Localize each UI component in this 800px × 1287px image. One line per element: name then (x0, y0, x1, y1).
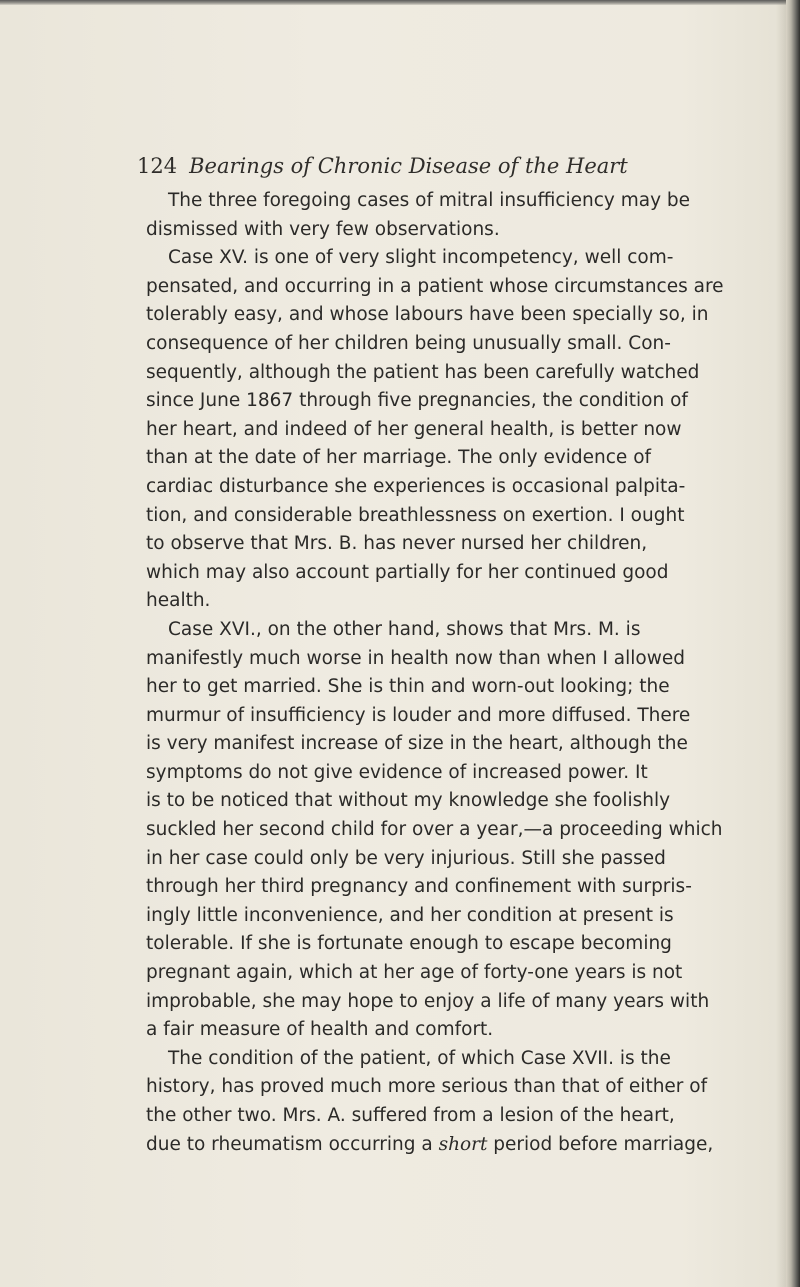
text-line: Case XVI., on the other hand, shows that Mrs. M. is (168, 618, 641, 640)
text-line: symptoms do not give evidence of increased power. It (146, 761, 648, 783)
running-head-title: Bearings of Chronic Disease of the Heart (189, 154, 628, 178)
emphasis-text: short (438, 1133, 488, 1155)
text-line: health. (146, 590, 211, 612)
text-line: since June 1867 through five pregnancies, the condition of (146, 390, 688, 412)
text-line: The condition of the patient, of which Case XVII. is the (168, 1047, 671, 1069)
body-text (146, 187, 766, 1159)
text-line: tion, and considerable breathlessness on exertion. I ought (146, 504, 685, 526)
text-line: her to get married. She is thin and worn-out looking; the (146, 676, 670, 698)
text-line: through her third pregnancy and confinement with surpris- (146, 876, 692, 898)
text-line: tolerable. If she is fortunate enough to escape becoming (146, 933, 672, 955)
text-line: sequently, although the patient has been carefully watched (146, 361, 700, 383)
text-line: cardiac disturbance she experiences is occasional palpita- (146, 475, 686, 497)
text-line: suckled her second child for over a year,—a proceeding which (146, 819, 723, 841)
text-line: pensated, and occurring in a patient whose circumstances are (146, 275, 724, 297)
text-line: dismissed with very few observations. (146, 218, 500, 240)
text-line: consequence of her children being unusually small. Con- (146, 332, 671, 354)
text-line: a fair measure of health and comfort. (146, 1019, 494, 1041)
text-run: period before marriage, (487, 1133, 714, 1155)
text-line: in her case could only be very injurious. Still she passed (146, 847, 666, 869)
text-line: Case XV. is one of very slight incompetency, well com- (168, 247, 674, 269)
text-line: history, has proved much more serious than that of either of (146, 1076, 708, 1098)
text-line: pregnant again, which at her age of forty-one years is not (146, 962, 683, 984)
page-number: 124 (137, 154, 178, 178)
gutter-shadow (776, 0, 786, 1287)
text-line: tolerably easy, and whose labours have been specially so, in (146, 304, 709, 326)
text-line: is very manifest increase of size in the heart, although the (146, 733, 688, 755)
text-line: to observe that Mrs. B. has never nursed her children, (146, 533, 648, 555)
text-line: which may also account partially for her continued good (146, 561, 669, 583)
running-head (137, 152, 697, 180)
text-line: murmur of insufficiency is louder and more diffused. There (146, 704, 691, 726)
text-line: manifestly much worse in health now than when I allowed (146, 647, 685, 669)
text-line: The three foregoing cases of mitral insufficiency may be (168, 190, 691, 211)
page-top-edge (0, 0, 800, 5)
book-spine-edge (786, 0, 800, 1287)
text-line: improbable, she may hope to enjoy a life of many years with (146, 990, 710, 1012)
text-line: the other two. Mrs. A. suffered from a lesion of the heart, (146, 1105, 675, 1126)
text-line: is to be noticed that without my knowledge she foolishly (146, 790, 671, 812)
text-line-last (146, 1131, 766, 1160)
text-line: ingly little inconvenience, and her condition at present is (146, 904, 674, 926)
text-line: than at the date of her marriage. The only evidence of (146, 447, 652, 469)
text-run: due to rheumatism occurring a (146, 1133, 439, 1155)
text-line: her heart, and indeed of her general health, is better now (146, 418, 682, 440)
